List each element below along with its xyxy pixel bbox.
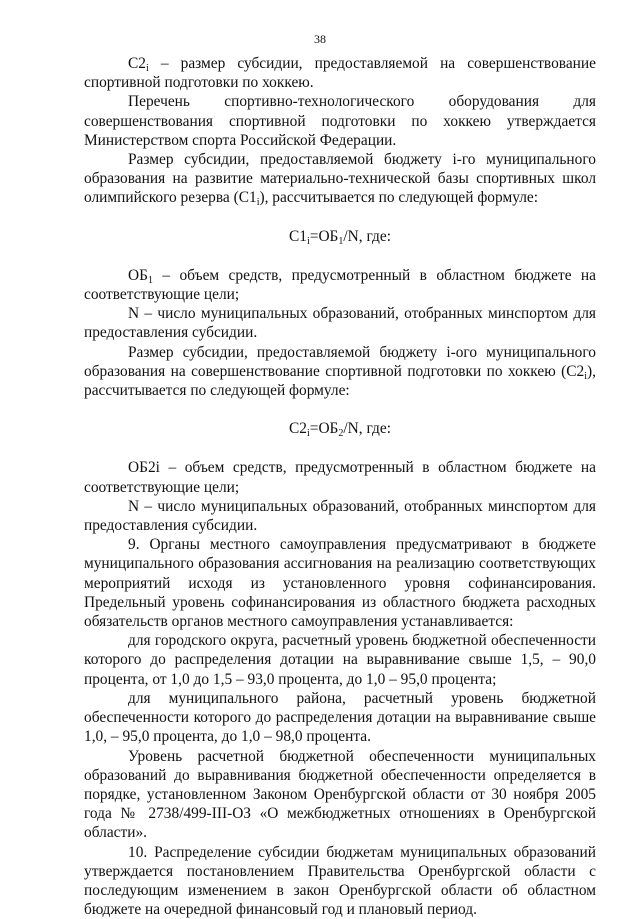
formula-c1: $С1_i=ОБ_1/N$, где: <box>289 227 391 247</box>
paragraph-n-definition-2: N – число муниципальных образований, отобранных минспортом для предоставления субсидии. <box>84 497 596 535</box>
page-number: 38 <box>314 32 326 46</box>
paragraph-n-definition-1: N – число муниципальных образований, отобранных минспортом для предоставления субсидии. <box>84 305 596 342</box>
paragraph-c2-definition: $С2_i$ – размер субсидии, предоставляемой на совершенствование спортивной подготовки по хоккею. <box>84 55 596 92</box>
paragraph-municipal-district: для муниципального района, расчетный уровень бюджетной обеспеченности которого до распределения дотации на выравнивание свыше 1,0, – 95,0 процента, до 1,0 – 98,0 процента. <box>84 689 596 746</box>
document-body <box>84 54 596 919</box>
paragraph-budget-level: Уровень расчетной бюджетной обеспеченности муниципальных образований до выравнивания бюджетной обеспеченности определяется в порядке, установленном Законом Оренбургской области от 30 ноября 2005 года № 2738/499-III-ОЗ «О межбюджетных отношениях в Оренбургской области». <box>84 747 596 842</box>
paragraph-item-10: 10. Распределение субсидии бюджетам муниципальных образований утверждается постановлением Правительства Оренбургской области с последующим изменением в закон Оренбургской области об областном бюджете на очередной финансовый год и плановый период. <box>84 843 596 919</box>
formula-c2: $С2_i=ОБ_2/N$, где: <box>289 420 391 440</box>
paragraph-city-district: для городского округа, расчетный уровень бюджетной обеспеченности которого до распределения дотации на выравнивание свыше 1,5, – 90,0 процента, от 1,0 до 1,5 – 93,0 процента, до 1,0 – 95,0 процента; <box>84 632 596 688</box>
paragraph-ob1-definition: $ОБ_1$ – объем средств, предусмотренный в областном бюджете на соответствующие цели; <box>84 266 596 304</box>
paragraph-equipment-list: Перечень спортивно-технологического оборудования для совершенствования спортивной подготовки по хоккею утверждается Министерством спорта Российской Федерации. <box>84 93 596 149</box>
paragraph-c1-size: Размер субсидии, предоставляемой бюджету i-го муниципального образования на развитие материально-технической базы спортивных школ олимпийского резерва $(С1_i)$, рассчитывается по следующей формуле: <box>84 151 596 209</box>
paragraph-item-9: 9. Органы местного самоуправления предусматривают в бюджете муниципального образования ассигнования на реализацию соответствующих мероприятий исходя из установленного уровня софинансирования. Предельный уровень софинансирования из областного бюджета расходных обязательств органов местного самоуправления устанавливается: <box>84 536 596 631</box>
paragraph-ob2-definition: ОБ2i – объем средств, предусмотренный в областном бюджете на соответствующие цели; <box>84 459 596 496</box>
paragraph-c2-size: Размер субсидии, предоставляемой бюджету i-ого муниципального образования на совершенствование спортивной подготовки по хоккею $(С2_i)$, рассчитывается по следующей формуле: <box>84 343 596 400</box>
